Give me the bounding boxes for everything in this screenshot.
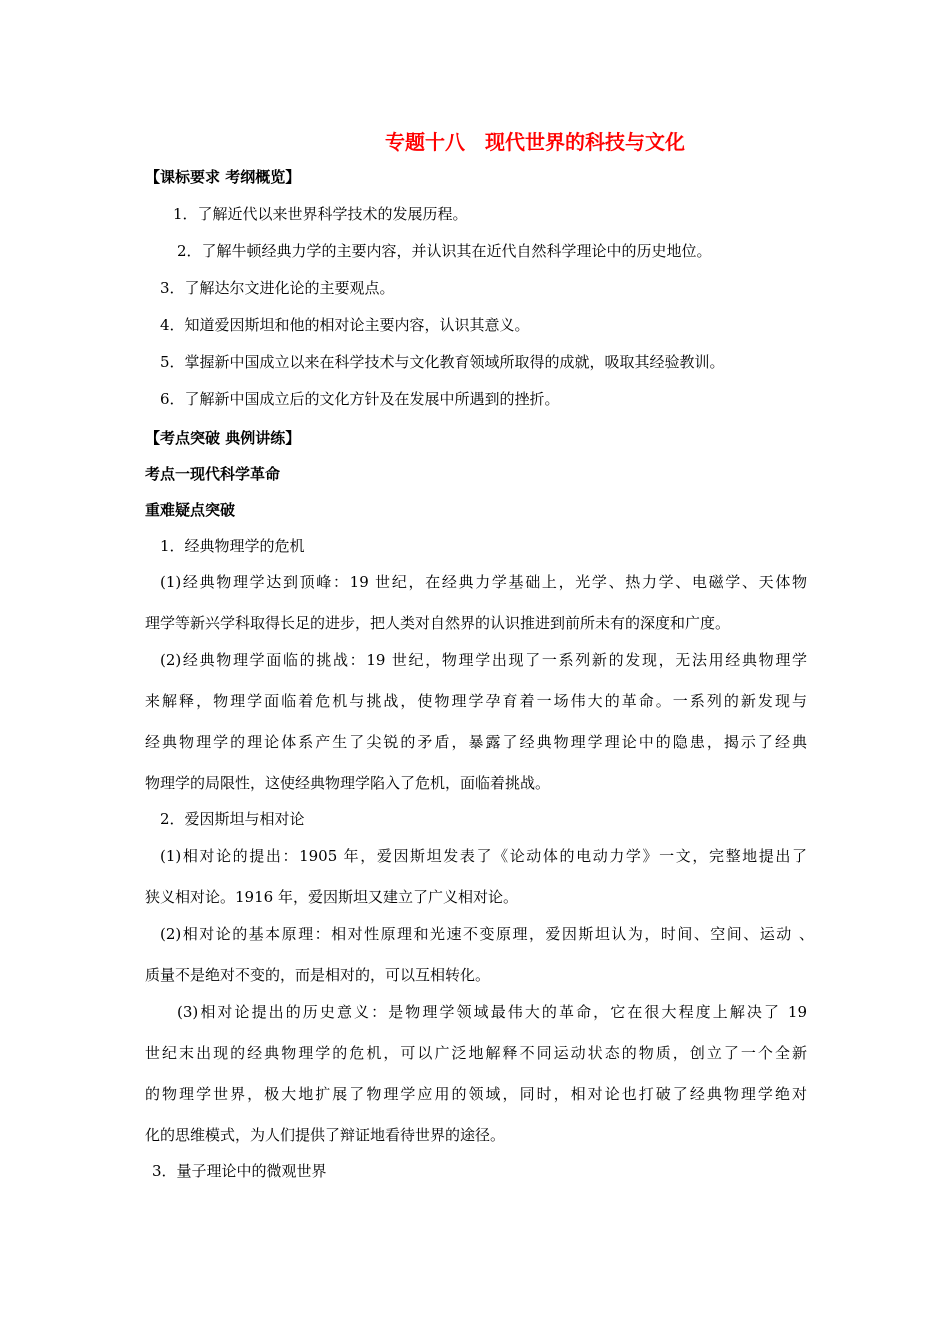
paragraph-line: 物理学的局限性，这使经典物理学陷入了危机，面临着挑战。 [145, 774, 551, 792]
paragraph-line: (2)相对论的基本原理：相对性原理和光速不变原理，爱因斯坦认为，时间、空间、运动 、 [160, 925, 814, 943]
paragraph-line: (1)经典物理学达到顶峰：19 世纪，在经典力学基础上，光学、热力学、电磁学、天体物 [160, 573, 807, 591]
subheading: 重难疑点突破 [145, 501, 236, 519]
topic-heading: 考点一现代科学革命 [145, 465, 281, 483]
requirement-item: 3．了解达尔文进化论的主要观点。 [160, 279, 395, 297]
requirement-item: 1．了解近代以来世界科学技术的发展历程。 [173, 205, 468, 223]
paragraph-line: 质量不是绝对不变的，而是相对的，可以互相转化。 [145, 966, 491, 984]
section-heading-exam-points: 【考点突破 典例讲练】 [145, 429, 301, 447]
point-title-quantum: 3．量子理论中的微观世界 [152, 1162, 327, 1180]
paragraph-line: 经典物理学的理论体系产生了尖锐的矛盾，暴露了经典物理学理论中的隐患，揭示了经典 [145, 733, 807, 751]
paragraph-line: 的物理学世界，极大地扩展了物理学应用的领域，同时，相对论也打破了经典物理学绝对 [145, 1085, 807, 1103]
paragraph-line: 来解释，物理学面临着危机与挑战，使物理学孕育着一场伟大的革命。一系列的新发现与 [145, 692, 807, 710]
paragraph-line: 理学等新兴学科取得长足的进步，把人类对自然界的认识推进到前所未有的深度和广度。 [145, 614, 731, 632]
point-title-classical-physics: 1．经典物理学的危机 [160, 537, 305, 555]
requirement-item: 2．了解牛顿经典力学的主要内容，并认识其在近代自然科学理论中的历史地位。 [177, 242, 712, 260]
paragraph-line: (1)相对论的提出：1905 年，爱因斯坦发表了《论动体的电动力学》一文，完整地提出了 [160, 847, 807, 865]
point-title-relativity: 2．爱因斯坦与相对论 [160, 810, 305, 828]
document-title: 专题十八 现代世界的科技与文化 [385, 130, 685, 154]
paragraph-line: (2)经典物理学面临的挑战：19 世纪，物理学出现了一系列新的发现，无法用经典物理学 [160, 651, 807, 669]
paragraph-line: 狭义相对论。1916 年，爱因斯坦又建立了广义相对论。 [145, 888, 518, 906]
paragraph-line: (3)相对论提出的历史意义：是物理学领域最伟大的革命，它在很大程度上解决了 19 [177, 1003, 807, 1021]
requirement-item: 6．了解新中国成立后的文化方针及在发展中所遇到的挫折。 [160, 390, 560, 408]
requirement-item: 4．知道爱因斯坦和他的相对论主要内容，认识其意义。 [160, 316, 530, 334]
requirement-item: 5．掌握新中国成立以来在科学技术与文化教育领域所取得的成就，吸取其经验教训。 [160, 353, 725, 371]
paragraph-line: 化的思维模式，为人们提供了辩证地看待世界的途径。 [145, 1126, 506, 1144]
paragraph-line: 世纪末出现的经典物理学的危机，可以广泛地解释不同运动状态的物质，创立了一个全新 [145, 1044, 807, 1062]
section-heading-requirements: 【课标要求 考纲概览】 [145, 168, 301, 186]
